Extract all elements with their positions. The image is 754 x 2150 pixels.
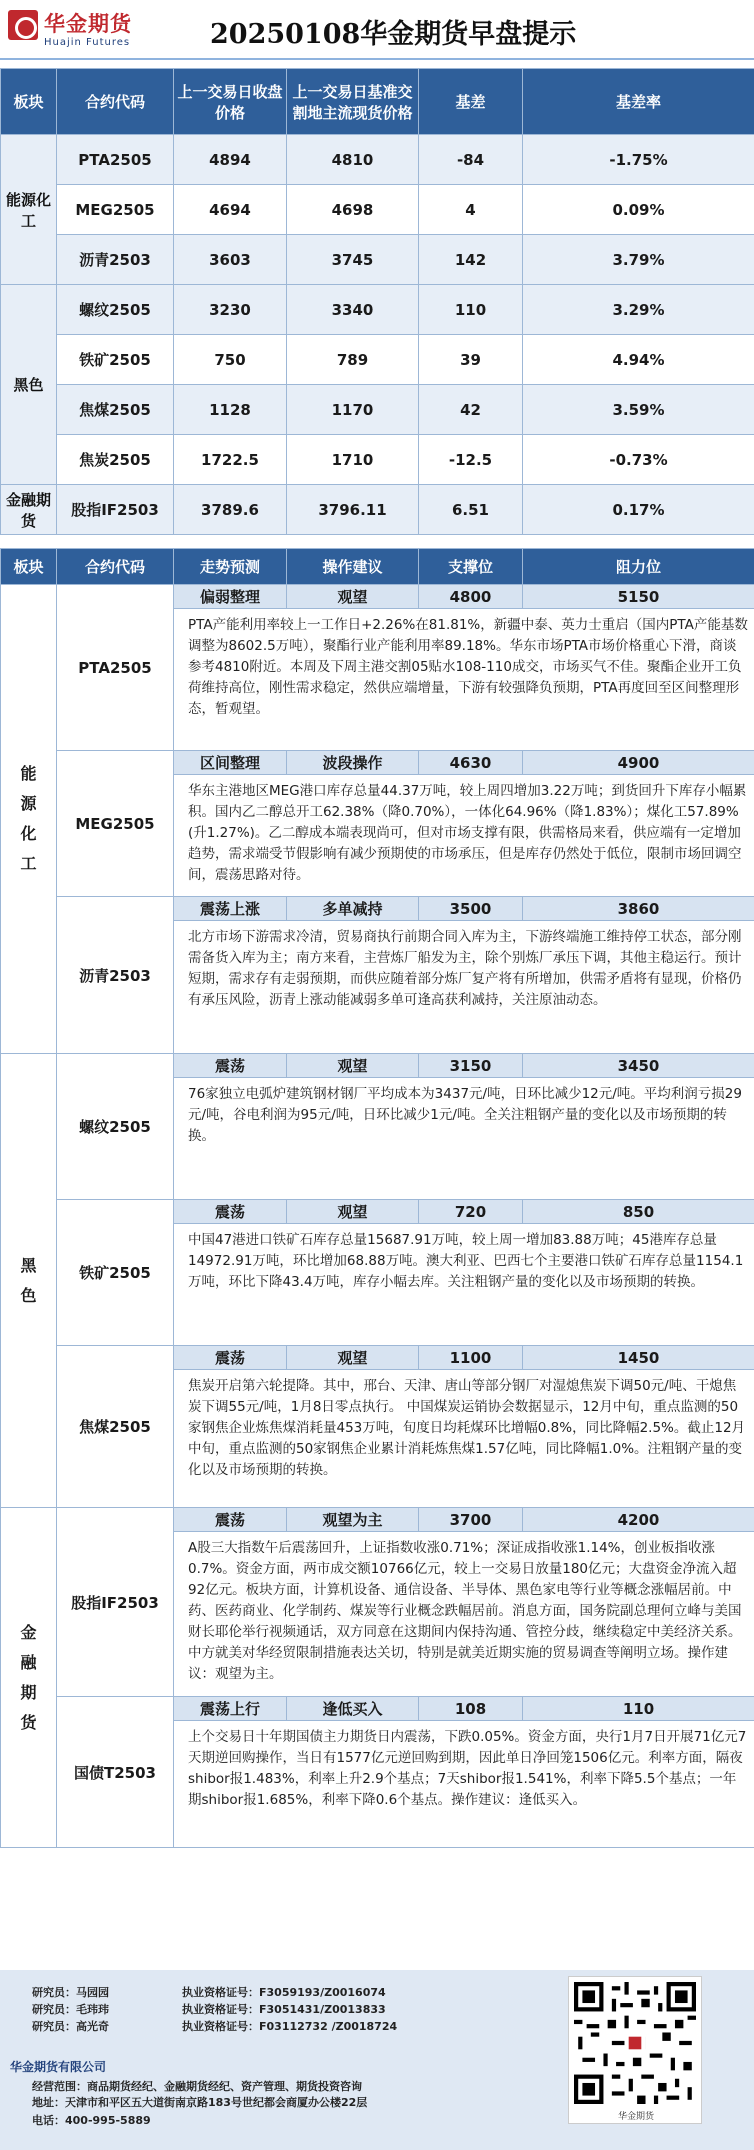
- market-commentary: 76家独立电弧炉建筑钢材钢厂平均成本为3437元/吨，日环比减少12元/吨。平均利润亏损29元/吨，谷电利润为95元/吨，日环比减少1元/吨。全关注粗钢产量的变化以及市场预期的转换。: [174, 1078, 754, 1200]
- spot-price: 4698: [287, 185, 419, 235]
- support-level: 108: [419, 1697, 523, 1721]
- strategy-header-2: 走势预测: [174, 549, 287, 585]
- basis-value: 4: [419, 185, 523, 235]
- spot-price: 3796.11: [287, 485, 419, 535]
- spot-price: 1710: [287, 435, 419, 485]
- license-number: 执业资格证号：F3059193/Z0016074: [182, 1986, 386, 1999]
- basis-value: 6.51: [419, 485, 523, 535]
- strategy-table-header: [1, 549, 754, 585]
- sector-label: 金融期货: [20, 1622, 37, 1732]
- basis-header-1: 合约代码: [57, 69, 174, 135]
- basis-row: [1, 335, 754, 385]
- close-price: 4894: [174, 135, 287, 185]
- basis-header-5: 基差率: [523, 69, 754, 135]
- basis-table-header: [1, 69, 754, 135]
- support-level: 4630: [419, 751, 523, 775]
- basis-row: [1, 235, 754, 285]
- spot-price: 3340: [287, 285, 419, 335]
- logo-en-text: Huajin Futures: [44, 37, 131, 48]
- spot-price: 4810: [287, 135, 419, 185]
- contract-code: 国债T2503: [57, 1697, 174, 1848]
- basis-header-2: 上一交易日收盘价格: [174, 69, 287, 135]
- operation-advice: 观望: [287, 1346, 419, 1370]
- researcher-name: 研究员：毛玮玮: [32, 2003, 109, 2016]
- resistance-level: 850: [523, 1200, 754, 1224]
- close-price: 3230: [174, 285, 287, 335]
- strategy-header-0: 板块: [1, 549, 57, 585]
- researcher-name: 研究员：马园园: [32, 1986, 109, 1999]
- contract-code: 沥青2503: [57, 897, 174, 1054]
- basis-rate: -0.73%: [523, 435, 754, 485]
- close-price: 3789.6: [174, 485, 287, 535]
- researcher-row: [32, 2018, 397, 2034]
- market-commentary: 北方市场下游需求冷清，贸易商执行前期合同入库为主，下游终端施工维持停工状态，部分刚需备货入库为主；南方来看，主营炼厂船发为主，除个别炼厂承压下调，其他主稳运行。预计短期，需求存有走弱预期，而供应随着部分炼厂复产将有所增加，供需矛盾将有显现，价格仍有承压风险，沥青上涨动能减弱多单可逢高获利减持，关注原油动态。: [174, 921, 754, 1054]
- contract-code: 铁矿2505: [57, 1200, 174, 1346]
- strategy-table: [0, 548, 754, 1848]
- contract-code: MEG2505: [57, 185, 174, 235]
- company-logo: [8, 8, 158, 52]
- resistance-level: 3450: [523, 1054, 754, 1078]
- support-level: 3150: [419, 1054, 523, 1078]
- qr-code-icon: [574, 1982, 696, 2104]
- sector-cell: 金融期货: [1, 485, 57, 535]
- market-commentary: 上个交易日十年期国债主力期货日内震荡，下跌0.05%。资金方面，央行1月7日开展71亿元7天期逆回购操作，当日有1577亿元逆回购到期，因此单日净回笼1506亿元。利率方面，隔夜shibor报1.483%，利率上升2.9个基点；7天shibor报1.541%，利率下降5.5个基点；一年期shibor报1.685%，利率下降0.6个基点。操作建议：逢低买入。: [174, 1721, 754, 1848]
- basis-table: [0, 68, 754, 535]
- basis-row: [1, 135, 754, 185]
- resistance-level: 1450: [523, 1346, 754, 1370]
- basis-value: 39: [419, 335, 523, 385]
- business-scope: 经营范围：商品期货经纪、金融期货经纪、资产管理、期货投资咨询: [32, 2080, 362, 2093]
- qr-label: 华金期货: [617, 2112, 654, 2122]
- basis-row: [1, 185, 754, 235]
- sector-cell: [1, 585, 57, 1054]
- close-price: 4694: [174, 185, 287, 235]
- logo-cn-text: 华金期货: [44, 12, 132, 36]
- operation-advice: 观望: [287, 1200, 419, 1224]
- basis-value: 110: [419, 285, 523, 335]
- contract-code: PTA2505: [57, 135, 174, 185]
- basis-header-0: 板块: [1, 69, 57, 135]
- support-level: 3700: [419, 1508, 523, 1532]
- market-commentary: A股三大指数午后震荡回升，上证指数收涨0.71%；深证成指收涨1.14%，创业板指收涨0.7%。资金方面，两市成交额10766亿元，较上一交易日放量180亿元；大盘资金净流入超92亿元。板块方面，计算机设备、通信设备、半导体、黑色家电等行业等概念涨幅居前。中药、医药商业、化学制药、煤炭等行业概念跌幅居前。消息方面，国务院副总理何立峰与美国财长耶伦举行视频通话，双方同意在这期间内保持沟通、管控分歧，继续稳定中美经济关系。中方就美对华经贸限制措施表达关切，特别是就美近期实施的贸易调查等阐明立场。操作建议：观望为主。: [174, 1532, 754, 1697]
- spot-price: 1170: [287, 385, 419, 435]
- strategy-summary-row: [1, 1054, 754, 1078]
- sector-cell: [1, 1054, 57, 1508]
- contract-code: 焦炭2505: [57, 435, 174, 485]
- resistance-level: 110: [523, 1697, 754, 1721]
- basis-rate: 4.94%: [523, 335, 754, 385]
- qr-code[interactable]: [568, 1976, 702, 2124]
- market-commentary: 中国47港进口铁矿石库存总量15687.91万吨，较上周一增加83.88万吨；45港库存总量14972.91万吨，环比增加68.88万吨。澳大利亚、巴西七个主要港口铁矿石库存总量1154.1万吨，环比下降43.4万吨，库存小幅去库。关注粗钢产量的变化以及市场预期的转换。: [174, 1224, 754, 1346]
- market-commentary: PTA产能利用率较上一工作日+2.26%在81.81%，新疆中泰、英力士重启（国内PTA产能基数调整为8602.5万吨），聚酯行业产能利用率89.18%。华东市场PTA市场价格重心下滑，商谈参考4810附近。本周及下周主港交割05贴水108-110成交，市场买气不佳。聚酯企业开工负荷维持高位，刚性需求稳定，然供应端增量，下游有较强降负预期，PTA再度回至区间整理形态，暂观望。: [174, 609, 754, 751]
- resistance-level: 4200: [523, 1508, 754, 1532]
- basis-value: 42: [419, 385, 523, 435]
- company-name: 华金期货有限公司: [10, 2060, 107, 2074]
- spot-price: 789: [287, 335, 419, 385]
- sector-cell: [1, 1508, 57, 1848]
- basis-value: 142: [419, 235, 523, 285]
- strategy-header-5: 阻力位: [523, 549, 754, 585]
- support-level: 3500: [419, 897, 523, 921]
- contract-code: 股指IF2503: [57, 1508, 174, 1697]
- report-header: [0, 0, 754, 60]
- contract-code: 焦煤2505: [57, 385, 174, 435]
- strategy-header-3: 操作建议: [287, 549, 419, 585]
- basis-value: -84: [419, 135, 523, 185]
- basis-rate: 0.17%: [523, 485, 754, 535]
- sector-cell: 黑色: [1, 285, 57, 485]
- resistance-level: 4900: [523, 751, 754, 775]
- license-number: 执业资格证号：F03112732 /Z0018724: [182, 2020, 398, 2033]
- license-number: 执业资格证号：F3051431/Z0013833: [182, 2003, 386, 2016]
- report-title: 20250108华金期货早盘提示: [210, 19, 577, 50]
- trend-prediction: 震荡上行: [174, 1697, 287, 1721]
- contract-code: 股指IF2503: [57, 485, 174, 535]
- operation-advice: 观望为主: [287, 1508, 419, 1532]
- contract-code: 焦煤2505: [57, 1346, 174, 1508]
- close-price: 750: [174, 335, 287, 385]
- operation-advice: 波段操作: [287, 751, 419, 775]
- sector-label: 能源化工: [20, 764, 37, 873]
- strategy-summary-row: [1, 1200, 754, 1224]
- strategy-header-1: 合约代码: [57, 549, 174, 585]
- close-price: 1128: [174, 385, 287, 435]
- basis-rate: 3.79%: [523, 235, 754, 285]
- contract-code: 沥青2503: [57, 235, 174, 285]
- trend-prediction: 偏弱整理: [174, 585, 287, 609]
- contract-code: MEG2505: [57, 751, 174, 897]
- researcher-row: [32, 1984, 386, 2000]
- basis-rate: 3.59%: [523, 385, 754, 435]
- operation-advice: 观望: [287, 585, 419, 609]
- close-price: 1722.5: [174, 435, 287, 485]
- operation-advice: 逢低买入: [287, 1697, 419, 1721]
- trend-prediction: 震荡上涨: [174, 897, 287, 921]
- basis-rate: -1.75%: [523, 135, 754, 185]
- trend-prediction: 震荡: [174, 1508, 287, 1532]
- resistance-level: 5150: [523, 585, 754, 609]
- contract-code: PTA2505: [57, 585, 174, 751]
- report-footer: [0, 1970, 754, 2150]
- basis-row: [1, 435, 754, 485]
- sector-label: 黑色: [20, 1255, 37, 1305]
- basis-row: [1, 285, 754, 335]
- strategy-summary-row: [1, 1697, 754, 1721]
- contract-code: 螺纹2505: [57, 1054, 174, 1200]
- operation-advice: 多单减持: [287, 897, 419, 921]
- company-phone: 电话：400-995-5889: [32, 2114, 151, 2127]
- company-address: 地址：天津市和平区五大道街南京路183号世纪都会商厦办公楼22层: [32, 2096, 368, 2109]
- support-level: 1100: [419, 1346, 523, 1370]
- trend-prediction: 区间整理: [174, 751, 287, 775]
- basis-value: -12.5: [419, 435, 523, 485]
- operation-advice: 观望: [287, 1054, 419, 1078]
- support-level: 4800: [419, 585, 523, 609]
- basis-rate: 3.29%: [523, 285, 754, 335]
- trend-prediction: 震荡: [174, 1346, 287, 1370]
- basis-rate: 0.09%: [523, 185, 754, 235]
- strategy-summary-row: [1, 897, 754, 921]
- strategy-header-4: 支撑位: [419, 549, 523, 585]
- resistance-level: 3860: [523, 897, 754, 921]
- market-commentary: 华东主港地区MEG港口库存总量44.37万吨，较上周四增加3.22万吨；到货回升下库存小幅累积。国内乙二醇总开工62.38%（降0.70%），一体化64.96%（降1.83%）；煤化工57.89%(升1.27%)。乙二醇成本端表现尚可，但对市场支撑有限，供需格局来看，供应端有一定增加趋势，需求端受节假影响有减少预期使的市场承压，但是库存仍然处于低位，限制市场回调空间，震荡思路对待。: [174, 775, 754, 897]
- basis-row: [1, 385, 754, 435]
- strategy-summary-row: [1, 1346, 754, 1370]
- spot-price: 3745: [287, 235, 419, 285]
- basis-row: [1, 485, 754, 535]
- strategy-summary-row: [1, 751, 754, 775]
- logo-emblem-icon: [8, 10, 38, 40]
- strategy-summary-row: [1, 585, 754, 609]
- close-price: 3603: [174, 235, 287, 285]
- market-commentary: 焦炭开启第六轮提降。其中，邢台、天津、唐山等部分钢厂对湿熄焦炭下调50元/吨、干熄焦炭下调55元/吨，1月8日零点执行。 中国煤炭运销协会数据显示，12月中旬，重点监测的50家钢焦企业炼焦煤消耗量453万吨，旬度日均耗煤环比增幅0.8%，同比降幅2.5%。截止12月中旬，重点监测的50家钢焦企业累计消耗炼焦煤1.57亿吨，同比降幅1.0%。注粗钢产量的变化以及市场预期的转换。: [174, 1370, 754, 1508]
- support-level: 720: [419, 1200, 523, 1224]
- contract-code: 螺纹2505: [57, 285, 174, 335]
- researcher-row: [32, 2001, 386, 2017]
- trend-prediction: 震荡: [174, 1054, 287, 1078]
- trend-prediction: 震荡: [174, 1200, 287, 1224]
- strategy-summary-row: [1, 1508, 754, 1532]
- basis-header-4: 基差: [419, 69, 523, 135]
- sector-cell: 能源化工: [1, 135, 57, 285]
- researcher-name: 研究员：高光奇: [32, 2020, 109, 2033]
- contract-code: 铁矿2505: [57, 335, 174, 385]
- basis-header-3: 上一交易日基准交割地主流现货价格: [287, 69, 419, 135]
